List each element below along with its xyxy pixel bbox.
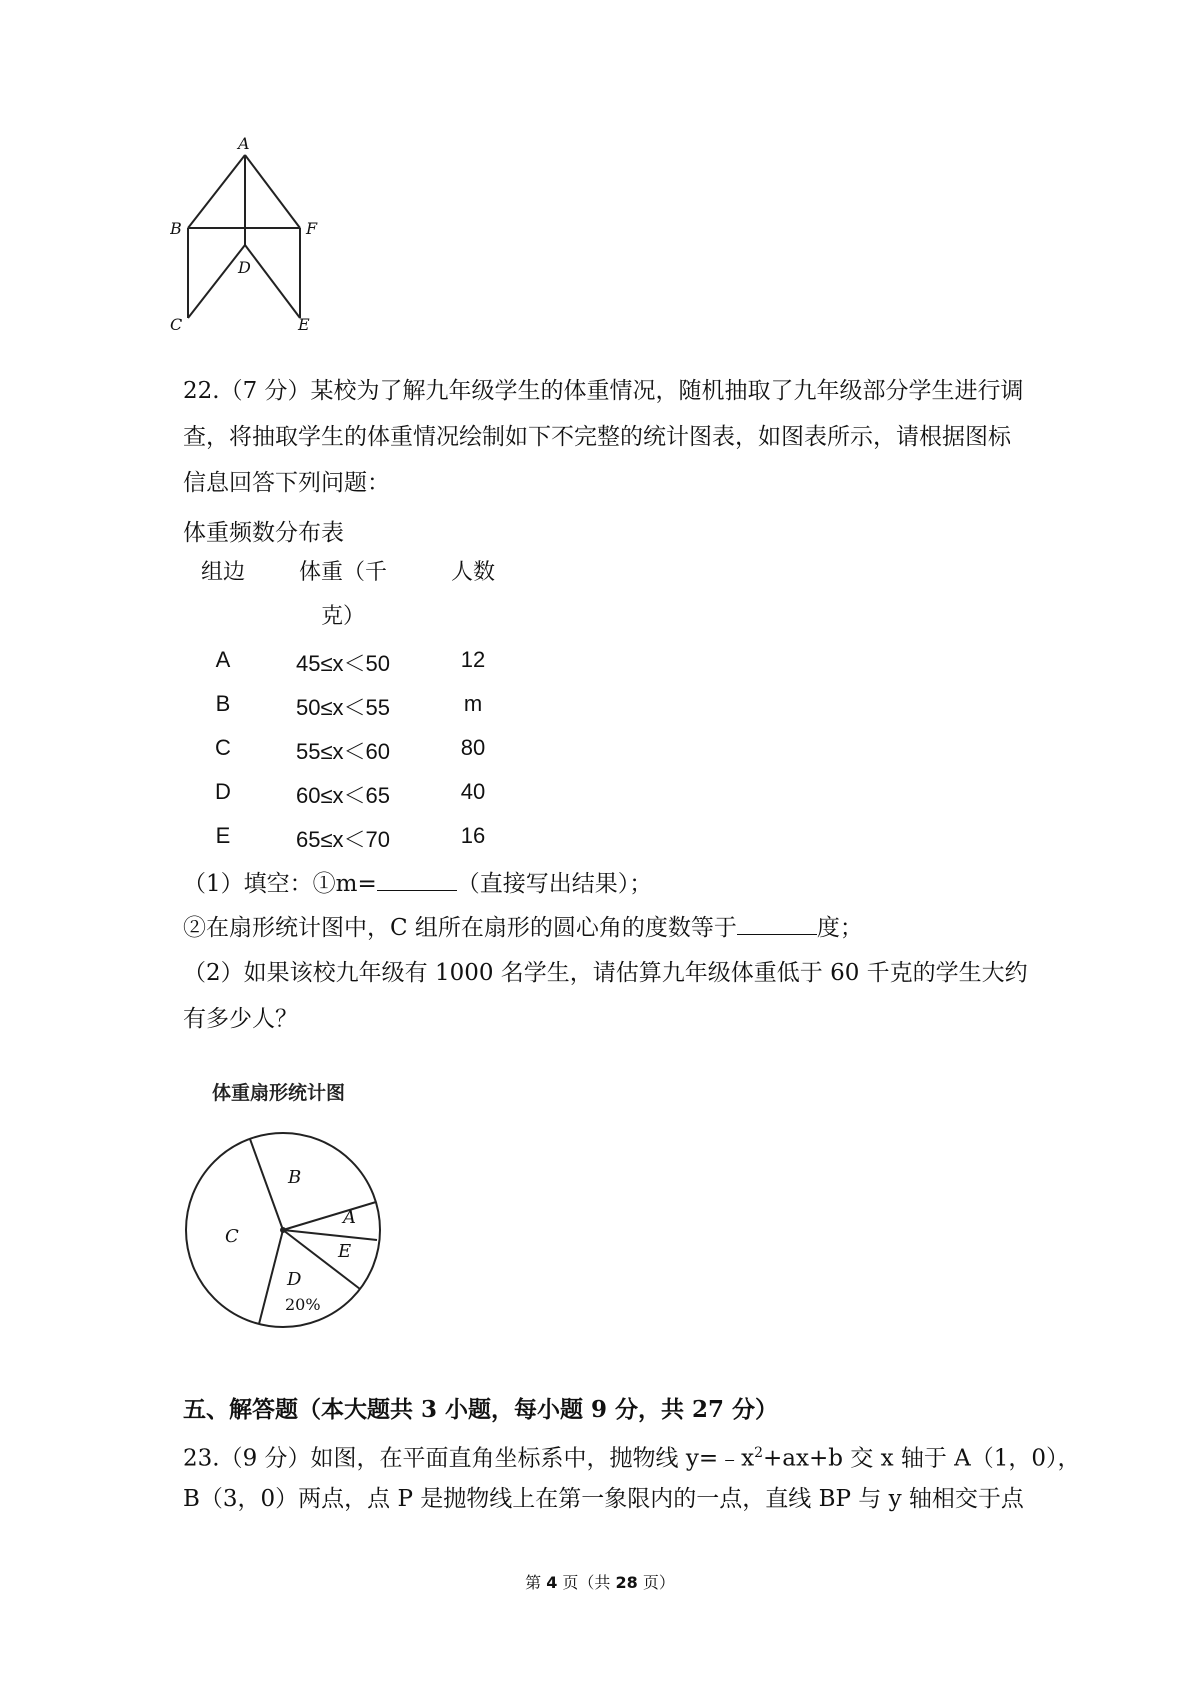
pie-label-a: A: [343, 1207, 356, 1228]
vertex-label-a: A: [238, 135, 250, 153]
part1-a-tail: （直接写出结果）；: [456, 871, 653, 897]
cell-count: 12: [460, 647, 486, 672]
cell-group: C: [215, 735, 231, 760]
cell-group: E: [215, 823, 231, 848]
page-footer: [0, 1570, 1200, 1593]
part1-b-tail: 度；: [816, 915, 863, 941]
pie-divider-ba: [283, 1202, 376, 1230]
cell-group: B: [215, 691, 231, 716]
pie-label-d-percent: 20%: [285, 1295, 321, 1314]
vertex-label-d: D: [238, 258, 251, 277]
pie-divider-cb: [250, 1139, 283, 1230]
part1-a-text: （1）填空：①m=: [183, 871, 377, 897]
pie-center: [280, 1227, 286, 1233]
segment-dc: [188, 245, 245, 318]
cell-group: D: [215, 779, 231, 804]
vertex-label-e: E: [298, 315, 310, 334]
table-row: [183, 779, 523, 809]
header-group: 组边: [200, 560, 245, 585]
vertex-label-b: B: [170, 219, 182, 238]
q22-part1-b: [183, 912, 863, 943]
segment-de: [245, 245, 300, 318]
pie-label-c: C: [225, 1226, 239, 1247]
pie-divider-dc: [259, 1230, 283, 1324]
pie-chart-title: 体重扇形统计图: [212, 1082, 346, 1104]
cell-range: 65≤x＜70: [295, 827, 391, 852]
vertex-label-c: C: [170, 315, 183, 334]
header-count: 人数: [450, 560, 495, 585]
footer-page-number: 4: [546, 1573, 558, 1592]
footer-total-pages: 28: [615, 1573, 638, 1592]
pie-label-b: B: [288, 1167, 302, 1188]
table-header-row: [183, 555, 523, 585]
answer-blank-angle: [737, 912, 817, 935]
cell-count: 40: [460, 779, 486, 804]
pie-label-d: D: [287, 1269, 302, 1290]
q23-line-1: [183, 1438, 1081, 1474]
footer-suffix: 页）: [637, 1573, 675, 1592]
table-row: [183, 691, 523, 721]
q23-superscript: 2: [754, 1445, 763, 1461]
pie-divider-ae: [283, 1230, 377, 1240]
q22-part2: （2）如果该校九年级有 1000 名学生，请估算九年级体重低于 60 千克的学生大约有多少人？: [183, 960, 1028, 1032]
q23-text-a: 23.（9 分）如图，在平面直角坐标系中，抛物线 y=﹣x: [183, 1445, 755, 1472]
q22-intro: 22.（7 分）某校为了解九年级学生的体重情况，随机抽取了九年级部分学生进行调查，将抽取学生的体重情况绘制如下不完整的统计图表，如图表所示，请根据图标信息回答下列问题：: [183, 378, 1024, 496]
cell-range: 60≤x＜65: [295, 783, 391, 808]
pie-chart-svg: [180, 1080, 400, 1340]
cell-count: 16: [460, 823, 486, 848]
section-heading: 五、解答题（本大题共 3 小题，每小题 9 分，共 27 分）: [183, 1396, 779, 1423]
q23-text-b: +ax+b 交 x 轴于 A（1，0），: [763, 1445, 1081, 1472]
cell-group: A: [215, 647, 231, 672]
table-row: [183, 823, 523, 853]
footer-prefix: 第: [525, 1573, 547, 1592]
part1-b-text: ②在扇形统计图中，C 组所在扇形的圆心角的度数等于: [183, 915, 737, 941]
geometry-figure-svg: [170, 135, 340, 365]
cell-range: 50≤x＜55: [295, 695, 391, 720]
segment-ab: [188, 155, 245, 228]
cell-count: m: [463, 691, 483, 716]
header-weight: 体重（千: [298, 560, 387, 585]
cell-range: 45≤x＜50: [295, 651, 391, 676]
table-row: [183, 735, 523, 765]
q23-line-2: B（3，0）两点，点 P 是抛物线上在第一象限内的一点，直线 BP 与 y 轴相交于点: [183, 1486, 1024, 1512]
table-title: 体重频数分布表: [183, 520, 344, 546]
header-weight-unit: 克）: [320, 604, 365, 629]
cell-range: 55≤x＜60: [295, 739, 391, 764]
table-header-row-2: [183, 599, 523, 629]
geometry-figure: [170, 135, 340, 365]
q22-part1-a: [183, 868, 652, 899]
vertex-label-f: F: [306, 219, 318, 238]
table-row: [183, 647, 523, 677]
footer-mid: 页（共: [557, 1573, 616, 1592]
pie-label-e: E: [338, 1241, 352, 1262]
cell-count: 80: [460, 735, 486, 760]
pie-chart: [180, 1080, 400, 1340]
answer-blank-m: [377, 868, 457, 891]
segment-af: [245, 155, 300, 228]
